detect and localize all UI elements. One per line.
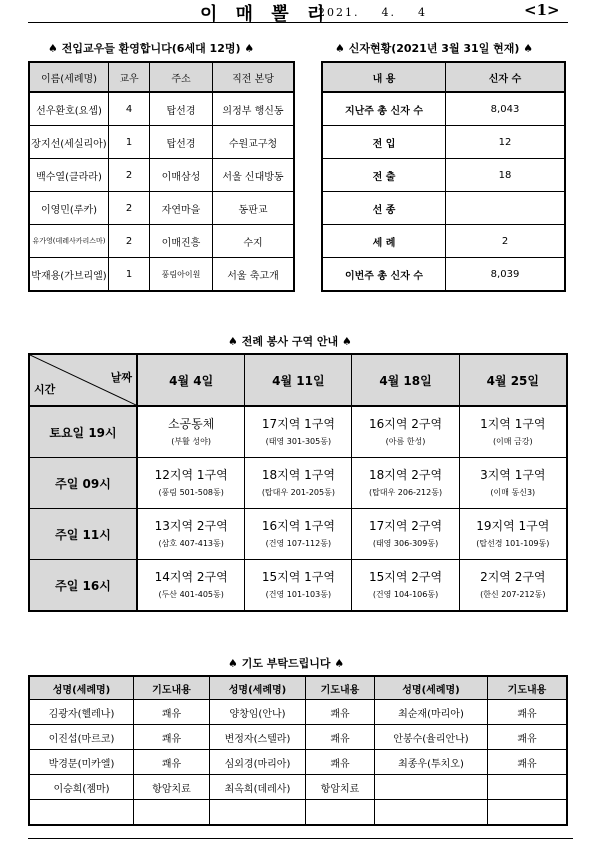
corner-date-label: 날짜 <box>110 371 132 384</box>
members-row <box>322 192 565 225</box>
welcome-address: 자연마을 <box>150 192 213 225</box>
prayer-name: 김광자(헬레나) <box>29 700 134 725</box>
duty-zone: 16지역 1구역 <box>261 519 335 533</box>
duty-zone-detail: (탑대우 206-212동) <box>368 488 443 497</box>
footer-divider <box>28 838 573 839</box>
duty-cell <box>352 406 459 458</box>
welcome-count: 1 <box>109 258 150 292</box>
duty-zone-detail: (이매 동신3) <box>490 488 536 497</box>
prayer-title: ♠ 기도 부탁드립니다 ♠ <box>228 657 345 670</box>
duty-zone: 16지역 2구역 <box>368 417 443 431</box>
duty-cell <box>459 458 567 509</box>
duty-zone-detail: (건영 101-103동) <box>265 590 332 599</box>
welcome-parish: 수원교구청 <box>213 126 295 159</box>
duty-date-2: 4월 11일 <box>245 354 352 406</box>
prayer-col-content-3: 기도내용 <box>488 676 568 700</box>
duty-zone-detail: (아름 한성) <box>385 437 426 446</box>
duty-zone-detail: (건영 104-106동) <box>372 590 439 599</box>
prayer-content: 항암치료 <box>134 775 210 800</box>
prayer-header-row <box>29 676 567 700</box>
duty-zone: 2지역 2구역 <box>480 570 546 584</box>
members-col-count: 신자 수 <box>446 62 566 92</box>
welcome-table <box>28 61 295 292</box>
duty-date-4: 4월 25일 <box>459 354 567 406</box>
duty-zone: 13지역 2구역 <box>154 519 228 533</box>
prayer-col-name-1: 성명(세례명) <box>29 676 134 700</box>
prayer-name: 박경문(미카엘) <box>29 750 134 775</box>
members-item: 세 례 <box>322 225 446 258</box>
duty-zone: 19지역 1구역 <box>476 519 550 533</box>
welcome-address: 풍림아이원 <box>150 258 213 292</box>
duty-zone: 17지역 2구역 <box>368 519 443 533</box>
prayer-content: 항암치료 <box>306 775 375 800</box>
duty-row <box>29 560 567 612</box>
welcome-row <box>29 258 294 292</box>
welcome-row <box>29 92 294 126</box>
welcome-col-count: 교우 <box>109 62 150 92</box>
duty-zone: 14지역 2구역 <box>154 570 228 584</box>
members-title: ♠ 신자현황(2021년 3월 31일 현재) ♠ <box>335 42 534 55</box>
members-count: 12 <box>446 126 566 159</box>
prayer-name: 심외경(마리아) <box>210 750 306 775</box>
members-table <box>321 61 566 292</box>
duty-zone-detail: (태영 301-305동) <box>265 437 332 446</box>
prayer-row <box>29 750 567 775</box>
duty-cell <box>245 509 352 560</box>
bulletin-date: 2021. 4. 4 <box>318 6 427 19</box>
prayer-name: 안봉수(율리안나) <box>375 725 488 750</box>
duty-header-row <box>29 354 567 406</box>
prayer-col-content-1: 기도내용 <box>134 676 210 700</box>
duty-zone-detail: (두산 401-405동) <box>158 590 224 599</box>
welcome-name: 백수열(클라라) <box>29 159 109 192</box>
duty-time: 주일 16시 <box>29 560 137 612</box>
members-header-row <box>322 62 565 92</box>
members-row <box>322 225 565 258</box>
prayer-name: 최옥희(데레사) <box>210 775 306 800</box>
bulletin-title: 이 매 뽈 리 <box>200 4 331 25</box>
duty-zone-detail: (한신 207-212동) <box>480 590 546 599</box>
welcome-col-address: 주소 <box>150 62 213 92</box>
welcome-parish: 동판교 <box>213 192 295 225</box>
welcome-name: 이영민(루카) <box>29 192 109 225</box>
prayer-content <box>134 800 210 826</box>
page-number: <1> <box>524 1 560 19</box>
duty-zone: 1지역 1구역 <box>480 417 546 431</box>
members-col-item: 내 용 <box>322 62 446 92</box>
duty-zone: 18지역 1구역 <box>261 468 335 482</box>
prayer-content: 쾌유 <box>488 750 568 775</box>
members-count <box>446 192 566 225</box>
duty-cell <box>137 458 245 509</box>
prayer-content <box>488 775 568 800</box>
prayer-name <box>375 800 488 826</box>
prayer-content: 쾌유 <box>306 725 375 750</box>
welcome-header-row <box>29 62 294 92</box>
members-count: 18 <box>446 159 566 192</box>
duty-cell <box>245 560 352 612</box>
welcome-row <box>29 126 294 159</box>
members-item: 전 출 <box>322 159 446 192</box>
welcome-title: ♠ 전입교우들 환영합니다(6세대 12명) ♠ <box>48 42 255 55</box>
welcome-row <box>29 225 294 258</box>
duty-cell <box>352 509 459 560</box>
prayer-content: 쾌유 <box>134 700 210 725</box>
welcome-parish: 서울 축고개 <box>213 258 295 292</box>
members-item: 전 입 <box>322 126 446 159</box>
welcome-row <box>29 159 294 192</box>
duty-zone-detail: (탑선경 101-109동) <box>476 539 550 548</box>
duty-table <box>28 353 568 612</box>
duty-cell <box>459 560 567 612</box>
corner-time-label: 시간 <box>34 383 56 396</box>
prayer-name: 이승희(젬마) <box>29 775 134 800</box>
welcome-count: 2 <box>109 192 150 225</box>
duty-date-1: 4월 4일 <box>137 354 245 406</box>
welcome-name: 장지선(세실리아) <box>29 126 109 159</box>
prayer-table <box>28 675 568 826</box>
duty-cell <box>137 406 245 458</box>
duty-cell <box>137 509 245 560</box>
duty-zone: 18지역 2구역 <box>368 468 443 482</box>
prayer-name: 양창임(안나) <box>210 700 306 725</box>
welcome-count: 4 <box>109 92 150 126</box>
duty-cell <box>137 560 245 612</box>
duty-zone: 17지역 1구역 <box>261 417 335 431</box>
duty-title: ♠ 전례 봉사 구역 안내 ♠ <box>228 335 352 348</box>
duty-zone-detail: (탑대우 201-205동) <box>261 488 335 497</box>
welcome-count: 2 <box>109 225 150 258</box>
prayer-name <box>375 775 488 800</box>
duty-row <box>29 509 567 560</box>
welcome-count: 1 <box>109 126 150 159</box>
duty-time: 주일 11시 <box>29 509 137 560</box>
duty-zone: 3지역 1구역 <box>480 468 546 482</box>
prayer-content: 쾌유 <box>306 750 375 775</box>
members-item: 지난주 총 신자 수 <box>322 92 446 126</box>
welcome-row <box>29 192 294 225</box>
duty-zone-detail: (태영 306-309동) <box>372 539 439 548</box>
members-item: 이번주 총 신자 수 <box>322 258 446 292</box>
duty-cell <box>352 560 459 612</box>
welcome-address: 탑선경 <box>150 126 213 159</box>
prayer-name <box>210 800 306 826</box>
duty-row <box>29 458 567 509</box>
duty-zone-detail: (부활 성야) <box>171 437 211 446</box>
welcome-name: 유가영(데레사카리스마) <box>29 225 109 258</box>
prayer-name <box>29 800 134 826</box>
duty-corner-cell <box>29 354 137 406</box>
duty-time: 토요일 19시 <box>29 406 137 458</box>
duty-zone-detail: (건영 107-112동) <box>265 539 332 548</box>
welcome-name: 선우환호(요셉) <box>29 92 109 126</box>
duty-cell <box>459 406 567 458</box>
prayer-content: 쾌유 <box>134 725 210 750</box>
duty-cell <box>352 458 459 509</box>
prayer-content: 쾌유 <box>306 700 375 725</box>
welcome-parish: 수지 <box>213 225 295 258</box>
duty-cell <box>245 406 352 458</box>
prayer-row <box>29 775 567 800</box>
welcome-col-parish: 직전 본당 <box>213 62 295 92</box>
prayer-col-content-2: 기도내용 <box>306 676 375 700</box>
duty-row <box>29 406 567 458</box>
prayer-content: 쾌유 <box>134 750 210 775</box>
welcome-parish: 서울 신대방동 <box>213 159 295 192</box>
prayer-content: 쾌유 <box>488 700 568 725</box>
duty-zone: 15지역 1구역 <box>261 570 335 584</box>
prayer-row <box>29 725 567 750</box>
members-item: 선 종 <box>322 192 446 225</box>
duty-zone-detail: (이매 금강) <box>492 437 533 446</box>
duty-zone-detail: (삼호 407-413동) <box>158 539 224 548</box>
prayer-col-name-3: 성명(세례명) <box>375 676 488 700</box>
welcome-col-name: 이름(세례명) <box>29 62 109 92</box>
welcome-address: 이매삼성 <box>150 159 213 192</box>
welcome-parish: 의정부 행신동 <box>213 92 295 126</box>
prayer-name: 최순재(마리아) <box>375 700 488 725</box>
prayer-row <box>29 800 567 826</box>
welcome-address: 이매진흥 <box>150 225 213 258</box>
welcome-count: 2 <box>109 159 150 192</box>
duty-cell <box>459 509 567 560</box>
welcome-address: 탑선경 <box>150 92 213 126</box>
duty-time: 주일 09시 <box>29 458 137 509</box>
members-row <box>322 159 565 192</box>
members-row <box>322 126 565 159</box>
duty-cell <box>245 458 352 509</box>
prayer-name: 이진섭(마르코) <box>29 725 134 750</box>
prayer-name: 변정자(스텔라) <box>210 725 306 750</box>
duty-date-3: 4월 18일 <box>352 354 459 406</box>
members-count: 2 <box>446 225 566 258</box>
duty-zone: 소공동체 <box>167 417 215 431</box>
prayer-content <box>306 800 375 826</box>
prayer-col-name-2: 성명(세례명) <box>210 676 306 700</box>
duty-zone: 12지역 1구역 <box>154 468 228 482</box>
members-row <box>322 92 565 126</box>
header-divider <box>28 22 568 23</box>
prayer-row <box>29 700 567 725</box>
members-count: 8,039 <box>446 258 566 292</box>
prayer-content: 쾌유 <box>488 725 568 750</box>
welcome-name: 박재용(가브리엘) <box>29 258 109 292</box>
prayer-name: 최종우(투치오) <box>375 750 488 775</box>
duty-zone: 15지역 2구역 <box>368 570 443 584</box>
members-count: 8,043 <box>446 92 566 126</box>
members-row <box>322 258 565 292</box>
duty-zone-detail: (풍림 501-508동) <box>158 488 224 497</box>
prayer-content <box>488 800 568 826</box>
